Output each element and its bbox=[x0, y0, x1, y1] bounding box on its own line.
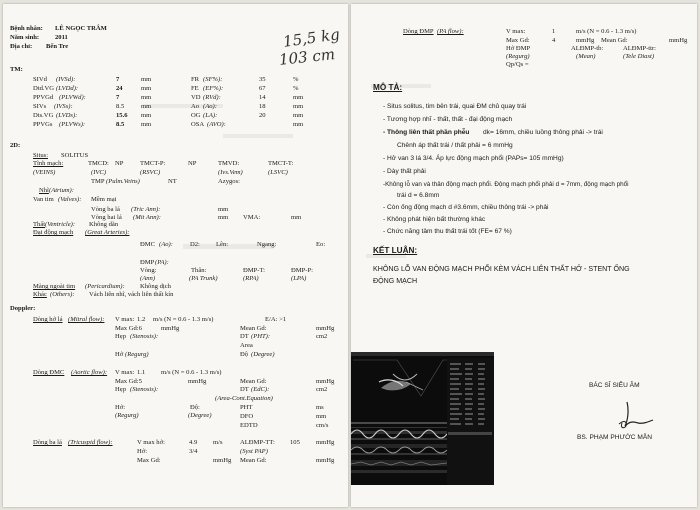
pericardium-value: Không dịch bbox=[140, 283, 171, 290]
description-line: - Hở van 3 lá 3/4. Áp lực động mạch phổi (PAPs= 105 mmHg) bbox=[383, 155, 564, 162]
tm-row-label: OSA bbox=[191, 121, 205, 128]
aortic-dt-sub: (EdC): bbox=[251, 386, 270, 393]
ivs-vein-sub: (Ivs.Vem) bbox=[218, 169, 243, 176]
mitral-max-gd-unit: mmHg bbox=[161, 325, 180, 332]
tm-row-value: 35 bbox=[259, 76, 266, 83]
valves-label: Van tim bbox=[33, 196, 54, 203]
pa-ann-label: Vòng: bbox=[140, 267, 157, 274]
tm-row-label: PPVGs bbox=[33, 121, 53, 128]
description-line: - Tương hợp nhĩ - thất, thất - đại động mạch bbox=[383, 116, 513, 123]
mitral-regurg-sub: (Regurg) bbox=[125, 351, 149, 358]
tmctp-label: TMCT-P: bbox=[140, 160, 166, 167]
mitral-pht-sub: (PHT): bbox=[251, 333, 271, 340]
description-title: MÔ TẢ: bbox=[373, 83, 403, 92]
tmvd-label: TMVD: bbox=[218, 160, 240, 167]
conclusion-title: KẾT LUẬN: bbox=[373, 246, 418, 255]
atrium-sub: (Atrium): bbox=[49, 187, 74, 194]
isthmus-label: Eo: bbox=[316, 241, 326, 248]
tm-row-value: 18 bbox=[259, 103, 266, 110]
pa-max-gd-value: 4 bbox=[552, 37, 556, 44]
pa-trunk-label: Thân: bbox=[191, 267, 207, 274]
aortic-regurg-sub: (Regurg) bbox=[115, 412, 139, 419]
tm-row-label: SIVs bbox=[33, 103, 47, 110]
tmctp-value: NP bbox=[188, 160, 197, 167]
tricuspid-mean-gd: Mean Gd: bbox=[240, 457, 267, 464]
tm-section-title: TM: bbox=[10, 66, 23, 73]
qp-qs-label: Qp/Qs = bbox=[506, 61, 529, 68]
tm-row-abbr: (LVDd): bbox=[56, 85, 79, 92]
pa-vmax-label: V max: bbox=[506, 28, 526, 35]
aortic-area-cont: (Area-Cont.Equation) bbox=[215, 395, 273, 402]
aortic-dfo-label: DFO bbox=[240, 413, 254, 420]
tm-row-unit: mm bbox=[293, 121, 304, 128]
tricuspid-pap-unit: mmHg bbox=[316, 439, 335, 446]
doctor-title: BÁC SĨ SIÊU ÂM bbox=[589, 382, 640, 389]
mitral-area: Area bbox=[240, 342, 253, 349]
mitral-mean-gd: Mean Gd: bbox=[240, 325, 267, 332]
description-line: dk= 16mm, chiều luồng thông phải -> trái bbox=[483, 129, 603, 136]
doppler-section-title: Doppler: bbox=[10, 305, 36, 312]
aortic-edtd-unit: cm/s bbox=[316, 422, 329, 429]
tm-row-abbr: (PLVWs): bbox=[59, 121, 86, 128]
aorta-label: ĐMC bbox=[140, 241, 156, 248]
lsvc-sub: (LSVC) bbox=[268, 169, 288, 176]
pa-max-gd-unit: mmHg bbox=[576, 37, 595, 44]
tm-row-label: OG bbox=[191, 112, 201, 119]
great-arteries-sub: (Great Arteries): bbox=[85, 229, 130, 236]
tricuspid-regurg-label: Hở: bbox=[137, 448, 148, 455]
tm-row-unit: mm bbox=[141, 121, 152, 128]
pa-regurg-label: Hở ĐMP bbox=[506, 45, 531, 52]
description-line: - Chức năng tâm thu thất trái tốt (FE= 67 %) bbox=[383, 228, 512, 235]
vma-label: VMA: bbox=[243, 214, 261, 221]
tric-ann-unit: mm bbox=[218, 206, 229, 213]
tm-row-abbr: (EF%): bbox=[203, 85, 224, 92]
description-line: trái d = 6.8mm bbox=[397, 192, 440, 199]
mitral-regurg-label: Hở bbox=[115, 351, 124, 358]
tm-row-value: 7 bbox=[116, 76, 120, 83]
pa-vmax-value: 1 bbox=[552, 28, 556, 35]
tm-row-label: FR bbox=[191, 76, 200, 83]
aortic-stenosis-sub: (Stenosis): bbox=[130, 386, 159, 393]
veins-label: Tĩnh mạch: bbox=[33, 160, 64, 167]
tm-row-label: FE bbox=[191, 85, 199, 92]
tm-row-abbr: (AVO): bbox=[207, 121, 226, 128]
doctor-name: BS. PHẠM PHƯỚC MẪN bbox=[577, 434, 653, 441]
aortic-stenosis-label: Hẹp bbox=[115, 386, 126, 393]
valves-value: Mềm mại bbox=[91, 196, 117, 203]
others-label: Khác bbox=[33, 291, 47, 298]
lpa-label: ĐMP-P: bbox=[291, 267, 313, 274]
ventricle-sub: (Ventricle): bbox=[45, 221, 76, 228]
m-mode-image bbox=[351, 352, 494, 485]
tm-row-value: 24 bbox=[116, 85, 123, 92]
mitral-flow-sub: (Mitral flow): bbox=[68, 316, 105, 323]
tm-row-label: SIVd bbox=[33, 76, 47, 83]
tm-row-value: 14 bbox=[259, 94, 266, 101]
handwritten-weight: 15,5 kg bbox=[281, 25, 341, 51]
birth-year: 2011 bbox=[55, 34, 68, 41]
tricuspid-pap-label: ALĐMP-TT: bbox=[240, 439, 275, 446]
patient-name-label: Bệnh nhân: bbox=[10, 25, 43, 32]
description-line: - Còn ống động mạch d #3.6mm, chiều thông trái -> phải bbox=[383, 204, 549, 211]
aortic-edtd-label: EDTD bbox=[240, 422, 258, 429]
tm-row-abbr: (LA): bbox=[203, 112, 218, 119]
tric-ann-label: Vòng ba lá bbox=[91, 206, 120, 213]
aortic-pht-label: PHT bbox=[240, 404, 253, 411]
aortic-regurg-label: Hở: bbox=[115, 404, 126, 411]
tm-row-value: 8.5 bbox=[116, 103, 125, 110]
description-line: - Dày thất phải bbox=[383, 168, 426, 175]
tm-row-value: 20 bbox=[259, 112, 266, 119]
pa-vmax-unit: m/s (N = 0.6 - 1.3 m/s) bbox=[576, 28, 637, 35]
mitral-vmax-unit: m/s (N = 0.6 - 1.3 m/s) bbox=[153, 316, 214, 323]
aortic-mean-gd-unit: mmHg bbox=[316, 378, 335, 385]
mitral-degree-label: Độ bbox=[240, 351, 249, 358]
pericardium-sub: (Pericardium): bbox=[85, 283, 125, 290]
address: Bến Tre bbox=[46, 43, 69, 50]
tm-row-abbr: (SF%): bbox=[203, 76, 223, 83]
mitral-vmax-label: V max: bbox=[115, 316, 135, 323]
bleed-through bbox=[223, 134, 293, 138]
pa-mean-gd-unit: mmHg bbox=[669, 37, 688, 44]
tm-row-value: 15.6 bbox=[116, 112, 128, 119]
tm-row-label: Dtd.VG bbox=[33, 85, 55, 92]
ultrasound-printout bbox=[351, 352, 494, 485]
tmctt-label: TMCT-T: bbox=[268, 160, 294, 167]
description-line: - Thông liên thất phần phễu bbox=[383, 129, 470, 136]
description-line: -Không lỗ van và thân động mạch phổi. Động mạch phổi phải d = 7mm, động mạch phổi bbox=[383, 181, 629, 188]
tm-row-unit: mm bbox=[141, 94, 152, 101]
birth-year-label: Năm sinh: bbox=[10, 34, 40, 41]
vma-unit: mm bbox=[291, 214, 302, 221]
ascending-label: Lên: bbox=[216, 241, 229, 248]
mitral-flow-label: Dòng hở lá bbox=[33, 316, 63, 323]
aortic-flow-sub: (Aortic flow): bbox=[71, 369, 108, 376]
pa-trunk-sub: (PA Trunk) bbox=[189, 275, 218, 282]
pa-sub: (PA): bbox=[155, 259, 169, 266]
mit-ann-unit: mm bbox=[218, 214, 229, 221]
tricuspid-vmax-label: V max hở: bbox=[137, 439, 165, 446]
tm-row-unit: % bbox=[293, 85, 299, 92]
pericardium-label: Màng ngoài tim bbox=[33, 283, 76, 290]
tm-row-value: 67 bbox=[259, 85, 266, 92]
aortic-dt-label: DT bbox=[240, 386, 249, 393]
tmcd-value: NP bbox=[115, 160, 124, 167]
tm-row-abbr: (Ao): bbox=[203, 103, 217, 110]
ivc-sub: (IVC) bbox=[91, 169, 107, 176]
tricuspid-flow-label: Dòng ba lá bbox=[33, 439, 62, 446]
tricuspid-max-gd-unit: mmHg bbox=[213, 457, 232, 464]
tricuspid-flow-sub: (Tricuspid flow): bbox=[68, 439, 113, 446]
pulm-sub: (Pulm.Veins) bbox=[106, 178, 140, 185]
veins-sub: (VEINS) bbox=[33, 169, 56, 176]
tm-row-abbr: (IVSd): bbox=[56, 76, 76, 83]
atrium-label: Nhĩ bbox=[39, 187, 49, 194]
patient-name: LÊ NGỌC TRÂM bbox=[55, 25, 107, 32]
tricuspid-mean-gd-unit: mmHg bbox=[316, 457, 335, 464]
tm-row-unit: mm bbox=[141, 103, 152, 110]
tm-row-label: PPVGd bbox=[33, 94, 54, 101]
azygos-label: Azygos: bbox=[218, 178, 240, 185]
tm-row-value: 8.5 bbox=[116, 121, 125, 128]
tm-row-label: Dts.VG bbox=[33, 112, 54, 119]
conclusion-line: KHÔNG LỖ VAN ĐỘNG MẠCH PHỔI KÈM VÁCH LIÊN THẤT HỞ - STENT ỐNG bbox=[373, 265, 630, 273]
pa-flow-label: Dòng ĐMP bbox=[403, 28, 434, 35]
pa-ann-sub: (Ann) bbox=[140, 275, 156, 282]
ventricle-label: Thất bbox=[33, 221, 46, 228]
rpa-sub: (RPA) bbox=[243, 275, 259, 282]
tmp-value: NT bbox=[168, 178, 177, 185]
tm-row-abbr: (RVd): bbox=[203, 94, 221, 101]
tm-row-unit: mm bbox=[293, 103, 304, 110]
pa-diastolic-label: ALĐMP-ttr: bbox=[623, 45, 656, 52]
address-label: Địa chỉ: bbox=[10, 43, 33, 50]
mitral-vmax-value: 1.2 bbox=[137, 316, 146, 323]
tm-row-unit: % bbox=[293, 76, 299, 83]
tm-row-abbr: (LVDs): bbox=[56, 112, 78, 119]
mitral-degree-sub: (Degree) bbox=[251, 351, 275, 358]
pa-diastolic-sub: (Tele Diast) bbox=[623, 53, 655, 60]
twod-section-title: 2D: bbox=[10, 142, 21, 149]
lpa-sub: (LPA) bbox=[291, 275, 307, 282]
transverse-label: Ngang: bbox=[257, 241, 277, 248]
aortic-max-gd: Max Gd:5 bbox=[115, 378, 142, 385]
tm-row-unit: mm bbox=[141, 112, 152, 119]
pa-flow-sub: (PA flow): bbox=[437, 28, 464, 35]
mit-ann-label: Vòng hai lá bbox=[91, 214, 122, 221]
situs-label: Situs: bbox=[33, 152, 49, 159]
tricuspid-regurg-value: 3/4 bbox=[189, 448, 198, 455]
aortic-degree-sub: (Degree) bbox=[188, 412, 212, 419]
handwritten-height: 103 cm bbox=[278, 45, 336, 69]
pa-regurg-sub: (Regurg) bbox=[506, 53, 530, 60]
tricuspid-max-gd: Max Gd: bbox=[137, 457, 161, 464]
rpa-label: ĐMP-T: bbox=[243, 267, 266, 274]
pa-mean-gd: Mean Gd: bbox=[601, 37, 628, 44]
pa-label: ĐMP bbox=[140, 259, 155, 266]
aortic-cm2: cm2 bbox=[316, 386, 328, 393]
tric-ann-sub: (Tric Ann): bbox=[131, 206, 161, 213]
description-line: - Không phát hiện bất thường khác bbox=[383, 216, 486, 223]
situs-value: SOLITUS bbox=[61, 152, 89, 159]
mitral-stenosis-label: Hẹp bbox=[115, 333, 126, 340]
report-page-left bbox=[3, 4, 348, 507]
aorta-sub: (Ao): bbox=[159, 241, 173, 248]
tmp-label: TMP bbox=[91, 178, 105, 185]
description-line: Chênh áp thất trái / thất phải = 6 mmHg bbox=[397, 142, 513, 149]
conclusion-line: ĐỘNG MẠCH bbox=[373, 277, 418, 285]
valves-sub: (Valves): bbox=[58, 196, 82, 203]
great-arteries-label: Đại động mạch bbox=[33, 229, 74, 236]
aortic-flow-label: Dòng ĐMC bbox=[33, 369, 65, 376]
ventricle-value: Không dãn bbox=[89, 221, 119, 228]
tricuspid-pap-value: 105 bbox=[290, 439, 300, 446]
tm-row-label: VD bbox=[191, 94, 201, 101]
pa-max-gd: Max Gd: bbox=[506, 37, 530, 44]
others-sub: (Others): bbox=[50, 291, 75, 298]
others-value: Vách liên nhĩ, vách liên thất kín bbox=[89, 291, 174, 298]
tricuspid-syst-pap: (Syst PAP) bbox=[240, 448, 268, 455]
aortic-vmax-value: 1.1 bbox=[137, 369, 146, 376]
mitral-stenosis-sub: (Stenosis): bbox=[130, 333, 159, 340]
aortic-degree-label: Độ: bbox=[190, 404, 200, 411]
tmcd-label: TMCD: bbox=[88, 160, 109, 167]
pa-mean-pressure-label: ALĐMP-tb: bbox=[571, 45, 604, 52]
tm-row-unit: mm bbox=[141, 85, 152, 92]
tm-row-abbr: (PLVWd): bbox=[59, 94, 86, 101]
mitral-cm2: cm2 bbox=[316, 333, 328, 340]
description-line: - Situs solitus, tim bên trái, quai ĐM chủ quay trái bbox=[383, 103, 527, 110]
aortic-dfo-unit: mm bbox=[316, 413, 327, 420]
mit-ann-sub: (Mit Ann): bbox=[133, 214, 161, 221]
tm-row-label: Ao bbox=[191, 103, 200, 110]
tm-row-value: 7 bbox=[116, 94, 120, 101]
aortic-vmax-label: V max: bbox=[115, 369, 135, 376]
tm-row-unit: mm bbox=[141, 76, 152, 83]
doctor-signature bbox=[605, 398, 661, 432]
aortic-pht-unit: ms bbox=[316, 404, 324, 411]
d2-label: D2: bbox=[190, 241, 200, 248]
aortic-vmax-unit: m/s (N = 0.6 - 1.3 m/s) bbox=[161, 369, 222, 376]
mitral-dt-label: DT bbox=[240, 333, 249, 340]
mitral-max-gd: Max Gd:6 bbox=[115, 325, 142, 332]
tm-row-abbr: (IVSs): bbox=[54, 103, 73, 110]
mitral-ea: E/A: >1 bbox=[265, 316, 287, 323]
mitral-mean-gd-unit: mmHg bbox=[316, 325, 335, 332]
tricuspid-vmax-unit: m/s bbox=[213, 439, 223, 446]
rsvc-sub: (RSVC) bbox=[140, 169, 161, 176]
tricuspid-vmax-value: 4.9 bbox=[189, 439, 198, 446]
tm-row-unit: mm bbox=[293, 94, 304, 101]
tm-row-unit: mm bbox=[293, 112, 304, 119]
aortic-max-gd-unit: mmHg bbox=[188, 378, 207, 385]
pa-mean-pressure-sub: (Mean) bbox=[576, 53, 596, 60]
aortic-mean-gd: Mean Gd: bbox=[240, 378, 267, 385]
